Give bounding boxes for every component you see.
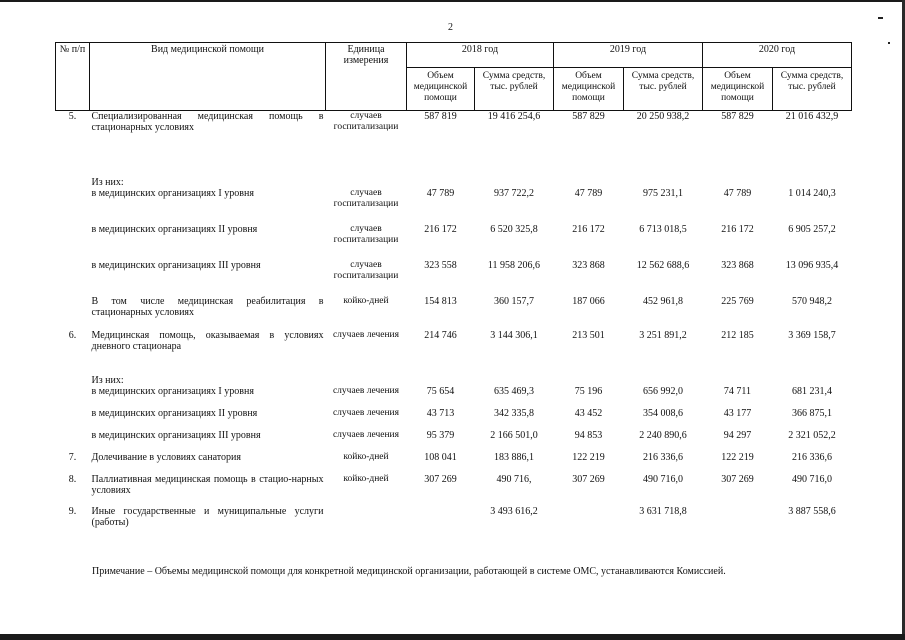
amount-cell [624, 364, 703, 386]
amount-cell: 366 875,1 [792, 407, 832, 419]
unit-cell: койко-дней [343, 473, 389, 484]
volume-cell: 94 853 [574, 429, 603, 441]
unit-cell: случаев госпитализации [333, 111, 399, 132]
amount-cell: 216 336,6 [792, 451, 832, 463]
amount-cell: 13 096 935,4 [785, 259, 839, 271]
row-number [56, 224, 90, 260]
care-type-cell: Специализированная медицинская помощь в стационарных условиях [91, 111, 324, 133]
row-number: 6. [68, 329, 77, 341]
header-amount: Сумма средств, тыс. рублей [624, 68, 703, 111]
amount-cell: 216 336,6 [643, 451, 683, 463]
amount-cell: 11 958 206,6 [487, 259, 541, 271]
volume-cell: 212 185 [721, 329, 754, 341]
amount-cell: 490 716,0 [643, 473, 683, 485]
volume-cell: 47 789 [426, 187, 455, 199]
table-row [56, 364, 852, 386]
care-type-cell: в медицинских организациях II уровня [91, 223, 258, 235]
care-type-cell: Из них: [91, 176, 124, 188]
amount-cell: 342 335,8 [494, 407, 534, 419]
amount-cell: 6 520 325,8 [490, 223, 538, 235]
volume-cell: 587 819 [424, 111, 457, 122]
amount-cell: 3 887 558,6 [788, 505, 836, 517]
header-volume: Объем медицинской помощи [703, 68, 773, 111]
header-care-type: Вид медицинской помощи [90, 43, 326, 111]
volume-cell: 216 172 [424, 223, 457, 235]
care-type-cell: Долечивание в условиях санатория [91, 451, 241, 463]
table-row [56, 188, 852, 224]
volume-cell: 587 829 [721, 111, 754, 122]
table-row [56, 408, 852, 430]
amount-cell: 3 493 616,2 [490, 505, 538, 517]
amount-cell: 6 713 018,5 [639, 223, 687, 235]
volume-cell [554, 364, 624, 386]
amount-cell [624, 166, 703, 188]
row-number [56, 364, 90, 386]
unit-cell [326, 166, 407, 188]
volume-cell: 75 654 [426, 385, 455, 397]
volume-cell: 307 269 [424, 473, 457, 485]
amount-cell: 21 016 432,9 [785, 111, 839, 122]
amount-cell: 975 231,1 [643, 187, 683, 199]
row-number [56, 260, 90, 296]
row-number [56, 166, 90, 188]
volume-cell: 323 868 [572, 259, 605, 271]
unit-cell: случаев госпитализации [333, 223, 399, 245]
table-row [56, 506, 852, 536]
table-row [56, 166, 852, 188]
volume-cell: 94 297 [723, 429, 752, 441]
care-type-cell: Иные государственные и муниципальные услуги (работы) [91, 505, 324, 528]
volume-cell: 307 269 [572, 473, 605, 485]
volume-cell: 187 066 [572, 295, 605, 307]
amount-cell: 490 716,0 [792, 473, 832, 485]
table-row [56, 474, 852, 506]
unit-cell: койко-дней [343, 295, 389, 306]
volume-cell [703, 506, 773, 536]
table-body [56, 111, 852, 536]
unit-cell: случаев госпитализации [333, 187, 399, 209]
volume-cell: 154 813 [424, 295, 457, 307]
table-row [56, 111, 852, 166]
amount-cell: 681 231,4 [792, 385, 832, 397]
page-number: 2 [448, 22, 453, 33]
amount-cell: 360 157,7 [494, 295, 534, 307]
header-volume: Объем медицинской помощи [554, 68, 624, 111]
volume-cell: 108 041 [424, 451, 457, 463]
volume-cell: 43 177 [723, 407, 752, 419]
amount-cell [475, 364, 554, 386]
volume-cell: 213 501 [572, 329, 605, 341]
amount-cell: 635 469,3 [494, 385, 534, 397]
amount-cell: 20 250 938,2 [636, 111, 690, 122]
amount-cell: 937 722,2 [494, 187, 534, 199]
amount-cell: 3 631 718,8 [639, 505, 687, 517]
volume-cell: 47 789 [723, 187, 752, 199]
table-row [56, 386, 852, 408]
header-amount: Сумма средств, тыс. рублей [773, 68, 852, 111]
volume-cell: 47 789 [574, 187, 603, 199]
volume-cell [407, 166, 475, 188]
volume-cell: 95 379 [426, 429, 455, 441]
amount-cell: 570 948,2 [792, 295, 832, 307]
row-number: 5. [68, 111, 77, 122]
volume-cell: 216 172 [572, 223, 605, 235]
unit-cell: койко-дней [343, 451, 389, 462]
header-row [56, 43, 852, 68]
header-year-2020: 2020 год [703, 43, 852, 68]
care-type-cell: в медицинских организациях III уровня [91, 259, 261, 271]
amount-cell [773, 364, 852, 386]
row-number [56, 386, 90, 408]
volume-cell: 587 829 [572, 111, 605, 122]
volume-cell [554, 506, 624, 536]
header-amount: Сумма средств, тыс. рублей [475, 68, 554, 111]
care-type-cell: Паллиативная медицинская помощь в стацио-нарных условиях [91, 473, 324, 496]
table-row [56, 296, 852, 330]
volume-cell: 74 711 [723, 385, 752, 397]
header-year-2018: 2018 год [407, 43, 554, 68]
volume-cell: 43 713 [426, 407, 455, 419]
amount-cell: 3 251 891,2 [639, 329, 687, 341]
scan-border-top [0, 0, 905, 2]
volume-cell: 307 269 [721, 473, 754, 485]
unit-cell [326, 364, 407, 386]
header-unit: Единица измерения [326, 43, 407, 111]
volume-cell [407, 364, 475, 386]
amount-cell [773, 166, 852, 188]
row-number [56, 296, 90, 330]
care-type-cell: в медицинских организациях I уровня [91, 187, 254, 199]
unit-cell: случаев госпитализации [333, 259, 399, 281]
volume-cell: 225 769 [721, 295, 754, 307]
volume-cell [407, 506, 475, 536]
row-number: 9. [68, 505, 77, 517]
amount-cell: 354 008,6 [643, 407, 683, 419]
volume-cell [703, 364, 773, 386]
care-type-cell: в медицинских организациях I уровня [91, 385, 254, 397]
volume-cell: 323 868 [721, 259, 754, 271]
scan-speck [878, 17, 883, 19]
amount-cell [475, 166, 554, 188]
amount-cell: 19 416 254,6 [487, 111, 541, 122]
care-type-cell: В том числе медицинская реабилитация в стационарных условиях [91, 295, 324, 318]
table-row [56, 452, 852, 474]
volume-cell: 43 452 [574, 407, 603, 419]
volume-cell [554, 166, 624, 188]
row-number: 7. [68, 451, 77, 463]
amount-cell: 6 905 257,2 [788, 223, 836, 235]
amount-cell: 12 562 688,6 [636, 259, 690, 271]
amount-cell: 3 369 158,7 [788, 329, 836, 341]
volume-cell [703, 166, 773, 188]
unit-cell: случаев лечения [332, 385, 400, 396]
amount-cell: 2 166 501,0 [490, 429, 538, 441]
amount-cell: 3 144 306,1 [490, 329, 538, 341]
row-number [56, 430, 90, 452]
care-type-cell: в медицинских организациях II уровня [91, 407, 258, 419]
amount-cell: 2 240 890,6 [639, 429, 687, 441]
unit-cell [326, 506, 407, 536]
unit-cell: случаев лечения [332, 429, 400, 440]
medical-care-table [55, 42, 852, 536]
table-row [56, 330, 852, 364]
volume-cell: 214 746 [424, 329, 457, 341]
scan-border-bottom [0, 634, 905, 640]
row-number [56, 408, 90, 430]
unit-cell: случаев лечения [332, 329, 400, 340]
row-number: 8. [68, 473, 77, 485]
table-row [56, 430, 852, 452]
amount-cell: 183 886,1 [494, 451, 534, 463]
volume-cell: 323 558 [424, 259, 457, 271]
volume-cell: 75 196 [574, 385, 603, 397]
amount-cell: 1 014 240,3 [788, 187, 836, 199]
row-number [56, 188, 90, 224]
amount-cell: 452 961,8 [643, 295, 683, 307]
header-number: № п/п [56, 43, 90, 111]
table-row [56, 224, 852, 260]
amount-cell: 490 716, [496, 473, 532, 485]
scan-speck [888, 42, 890, 44]
amount-cell: 2 321 052,2 [788, 429, 836, 441]
care-type-cell: Из них: [91, 374, 124, 386]
header-volume: Объем медицинской помощи [407, 68, 475, 111]
volume-cell: 122 219 [721, 451, 754, 463]
volume-cell: 122 219 [572, 451, 605, 463]
amount-cell: 656 992,0 [643, 385, 683, 397]
volume-cell: 216 172 [721, 223, 754, 235]
footnote: Примечание – Объемы медицинской помощи для конкретной медицинской организации, работающей в системе ОМС, устанавливаются Комиссией. [92, 566, 726, 577]
care-type-cell: в медицинских организациях III уровня [91, 429, 261, 441]
table-row [56, 260, 852, 296]
care-type-cell: Медицинская помощь, оказываемая в условиях дневного стационара [91, 329, 324, 352]
header-year-2019: 2019 год [554, 43, 703, 68]
unit-cell: случаев лечения [332, 407, 400, 418]
